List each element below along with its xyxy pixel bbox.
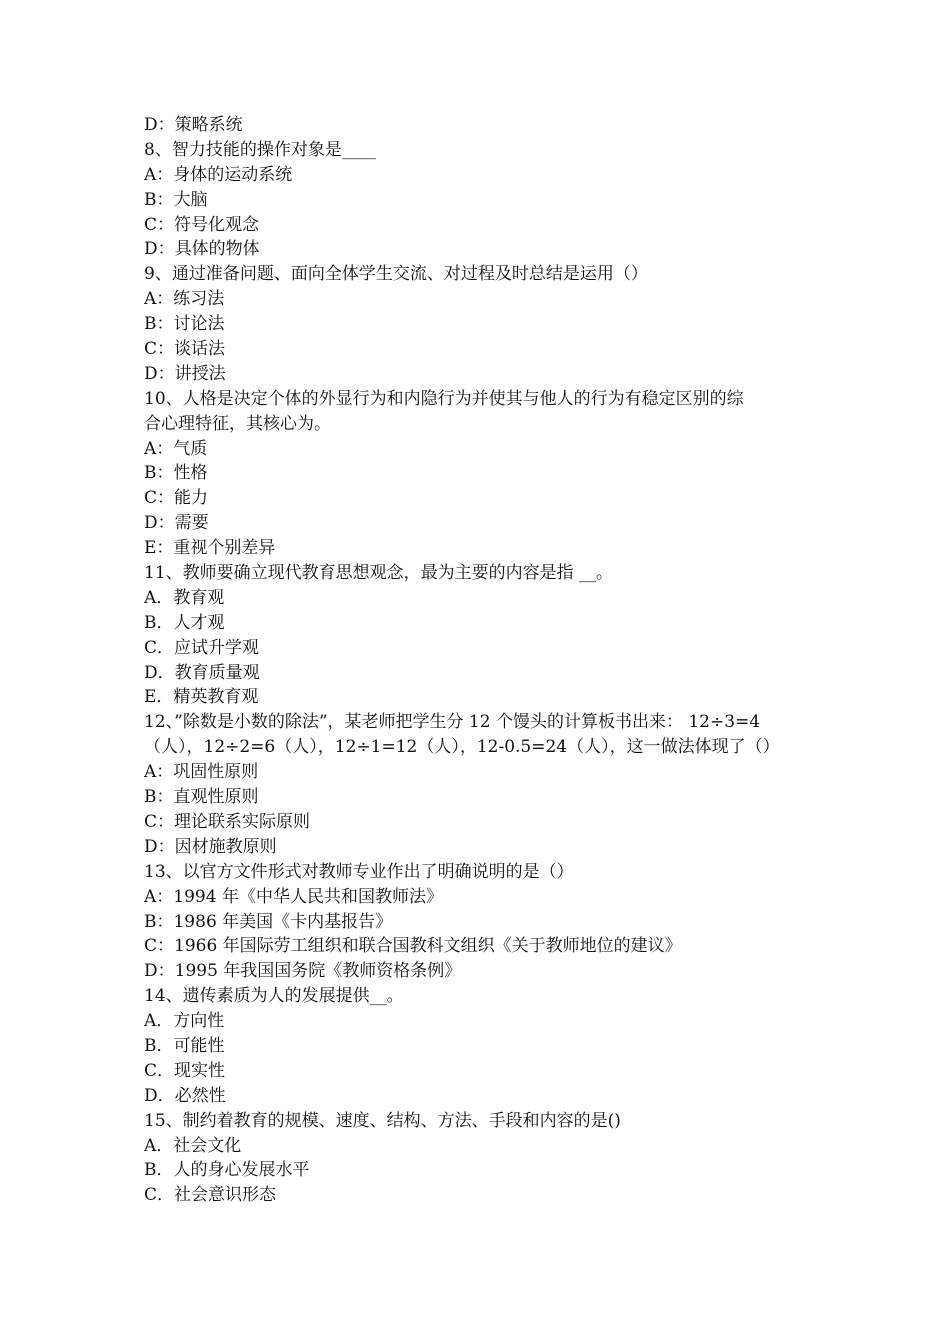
text-line: C：谈话法	[144, 339, 226, 360]
text-line: C：能力	[144, 488, 209, 509]
text-line: B．人才观	[144, 612, 225, 633]
text-line: 8、智力技能的操作对象是____	[144, 139, 376, 160]
text-line: 14、遗传素质为人的发展提供__。	[144, 986, 404, 1007]
text-line: A．教育观	[144, 587, 225, 608]
text-line: B：1986 年美国《卡内基报告》	[144, 911, 393, 932]
text-line: D：1995 年我国国务院《教师资格条例》	[144, 961, 462, 982]
text-line: B：大脑	[144, 189, 208, 210]
text-line: A：身体的运动系统	[144, 164, 293, 185]
text-line: 12、”除数是小数的除法”，某老师把学生分 12 个馒头的计算板书出来： 12÷3=4	[144, 712, 761, 733]
text-line: A．方向性	[144, 1011, 225, 1032]
text-line: 15、制约着教育的规模、速度、结构、方法、手段和内容的是()	[144, 1110, 621, 1131]
text-line: D：因材施教原则	[144, 836, 277, 857]
text-line: A：气质	[144, 438, 208, 459]
text-line: A：巩固性原则	[144, 762, 259, 783]
text-line: D．必然性	[144, 1085, 226, 1106]
text-line: 10、人格是决定个体的外显行为和内隐行为并使其与他人的行为有稳定区别的综	[144, 388, 744, 409]
text-line: D：具体的物体	[144, 239, 260, 260]
text-line: B：讨论法	[144, 314, 225, 335]
text-line: E：重视个别差异	[144, 538, 276, 559]
text-line: A：练习法	[144, 289, 225, 310]
text-line: C：1966 年国际劳工组织和联合国教科文组织《关于教师地位的建议》	[144, 936, 682, 957]
text-line: C：符号化观念	[144, 214, 260, 235]
text-line: （人），12÷2=6（人），12÷1=12（人），12-0.5=24（人），这一做法体现了（）	[144, 737, 780, 758]
text-line: D．教育质量观	[144, 662, 260, 683]
text-line: 13、以官方文件形式对教师专业作出了明确说明的是（）	[144, 861, 574, 882]
text-line: A．社会文化	[144, 1135, 242, 1156]
text-line: C．社会意识形态	[144, 1185, 277, 1206]
text-line: B．可能性	[144, 1035, 225, 1056]
document-page	[144, 113, 824, 1208]
text-line: C：理论联系实际原则	[144, 811, 311, 832]
text-line: 合心理特征，其核心为。	[144, 413, 331, 434]
text-line: B：性格	[144, 463, 208, 484]
text-line: D：需要	[144, 513, 209, 534]
text-line: E．精英教育观	[144, 687, 259, 708]
text-line: C．应试升学观	[144, 637, 260, 658]
text-line: B．人的身心发展水平	[144, 1160, 310, 1181]
text-line: C．现实性	[144, 1060, 226, 1081]
text-line: 11、教师要确立现代教育思想观念，最为主要的内容是指 __。	[144, 563, 614, 584]
text-line: A：1994 年《中华人民共和国教师法》	[144, 886, 443, 907]
text-line: B：直观性原则	[144, 787, 259, 808]
text-line: D：讲授法	[144, 363, 226, 384]
text-line: D：策略系统	[144, 115, 243, 135]
text-line: 9、通过准备问题、面向全体学生交流、对过程及时总结是运用（）	[144, 264, 648, 285]
